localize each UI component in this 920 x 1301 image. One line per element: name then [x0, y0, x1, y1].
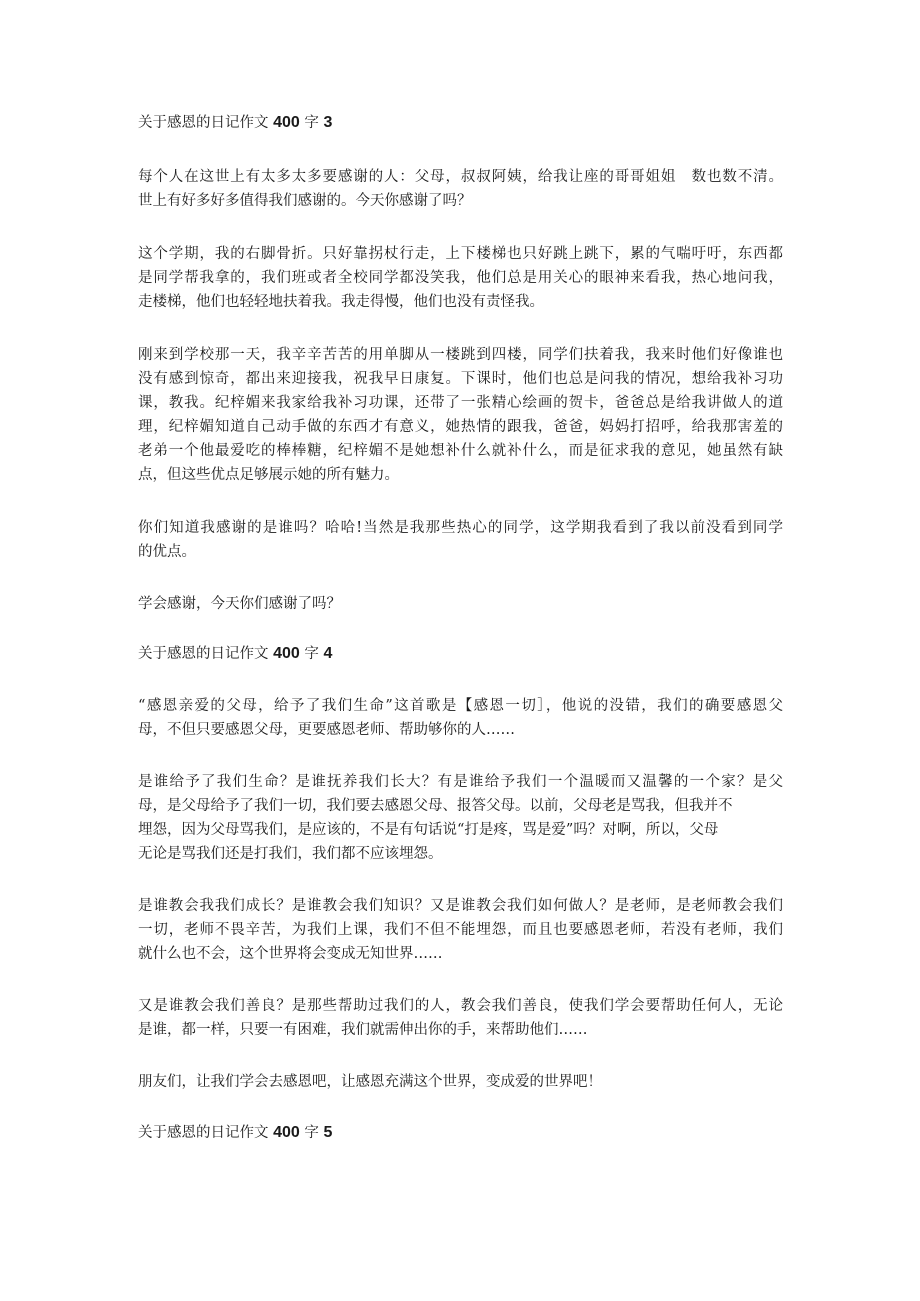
heading-text: 关于感恩的日记作文 [138, 115, 269, 131]
section-heading [138, 1123, 332, 1143]
paragraph-line: “感恩亲爱的父母，给予了我们生命”这首歌是【感恩一切］，他说的没错，我们的确要感恩父 [138, 698, 783, 714]
paragraph-line: 是同学帮我拿的，我们班或者全校同学都没笑我，他们总是用关心的眼神来看我，热心地问我， [138, 270, 783, 286]
paragraph-line: 世上有好多好多值得我们感谢的。今天你感谢了吗？ [138, 193, 472, 209]
paragraph-line: 你们知道我感谢的是谁吗？哈哈!当然是我那些热心的同学，这学期我看到了我以前没看到同学 [138, 520, 783, 536]
heading-index: 5 [323, 1124, 333, 1141]
section-heading [138, 644, 332, 664]
paragraph-line: 每个人在这世上有太多太多要感谢的人：父母，叔叔阿姨，给我让座的哥哥姐姐 数也数不清。 [138, 169, 783, 185]
paragraph-line: 是谁，都一样，只要一有困难，我们就需伸出你的手，来帮助他们…… [138, 1022, 588, 1038]
paragraph-line: 就什么也不会，这个世界将会变成无知世界…… [138, 946, 443, 962]
section-heading [138, 113, 332, 133]
paragraph-line: 埋怨，因为父母骂我们，是应该的，不是有句话说“打是疼，骂是爱”吗？对啊，所以，父母 [138, 822, 719, 838]
heading-number: 400 [273, 114, 300, 131]
paragraph-line: 母，是父母给予了我们一切，我们要去感恩父母、报答父母。以前，父母老是骂我，但我并不 [138, 798, 733, 814]
paragraph-line: 朋友们，让我们学会去感恩吧，让感恩充满这个世界，变成爱的世界吧！ [138, 1074, 602, 1090]
heading-text: 字 [304, 1125, 319, 1141]
paragraph-line: 一切，老师不畏辛苦，为我们上课，我们不但不能埋怨，而且也要感恩老师，若没有老师，我们 [138, 922, 783, 938]
heading-number: 400 [273, 645, 300, 662]
heading-text: 关于感恩的日记作文 [138, 1125, 269, 1141]
paragraph-line: 无论是骂我们还是打我们，我们都不应该埋怨。 [138, 846, 443, 862]
paragraph-line: 是谁给予了我们生命？是谁抚养我们长大？有是谁给予我们一个温暖而又温馨的一个家？是父 [138, 774, 783, 790]
paragraph-line: 理，纪梓媚知道自己动手做的东西才有意义，她热情的跟我，爸爸，妈妈打招呼，给我那害羞的 [138, 419, 783, 435]
paragraph-line: 课，教我。纪梓媚来我家给我补习功课，还带了一张精心绘画的贺卡，爸爸总是给我讲做人的道 [138, 395, 783, 411]
heading-text: 字 [304, 646, 319, 662]
heading-text: 关于感恩的日记作文 [138, 646, 269, 662]
paragraph-line: 又是谁教会我们善良？是那些帮助过我们的人，教会我们善良，使我们学会要帮助任何人，无论 [138, 998, 783, 1014]
heading-index: 4 [323, 645, 333, 662]
heading-text: 字 [304, 115, 319, 131]
heading-index: 3 [323, 114, 333, 131]
paragraph-line: 这个学期，我的右脚骨折。只好靠拐杖行走，上下楼梯也只好跳上跳下，累的气喘吁吁，东西都 [138, 246, 783, 262]
paragraph-line: 走楼梯，他们也轻轻地扶着我。我走得慢，他们也没有责怪我。 [138, 294, 544, 310]
paragraph-line: 学会感谢，今天你们感谢了吗？ [138, 596, 341, 612]
paragraph-line: 母，不但只要感恩父母，更要感恩老师、帮助够你的人…… [138, 722, 515, 738]
paragraph-line: 是谁教会我我们成长？是谁教会我们知识？又是谁教会我们如何做人？是老师，是老师教会我们 [138, 898, 783, 914]
paragraph-line: 没有感到惊奇，都出来迎接我，祝我早日康复。下课时，他们也总是问我的情况，想给我补习功 [138, 371, 783, 387]
paragraph-line: 刚来到学校那一天，我辛辛苦苦的用单脚从一楼跳到四楼，同学们扶着我，我来时他们好像谁也 [138, 347, 783, 363]
paragraph-line: 点，但这些优点足够展示她的所有魅力。 [138, 467, 399, 483]
paragraph-line: 的优点。 [138, 544, 196, 560]
paragraph-line: 老弟一个他最爱吃的棒棒糖，纪梓媚不是她想补什么就补什么，而是征求我的意见，她虽然有缺 [138, 443, 783, 459]
heading-number: 400 [273, 1124, 300, 1141]
